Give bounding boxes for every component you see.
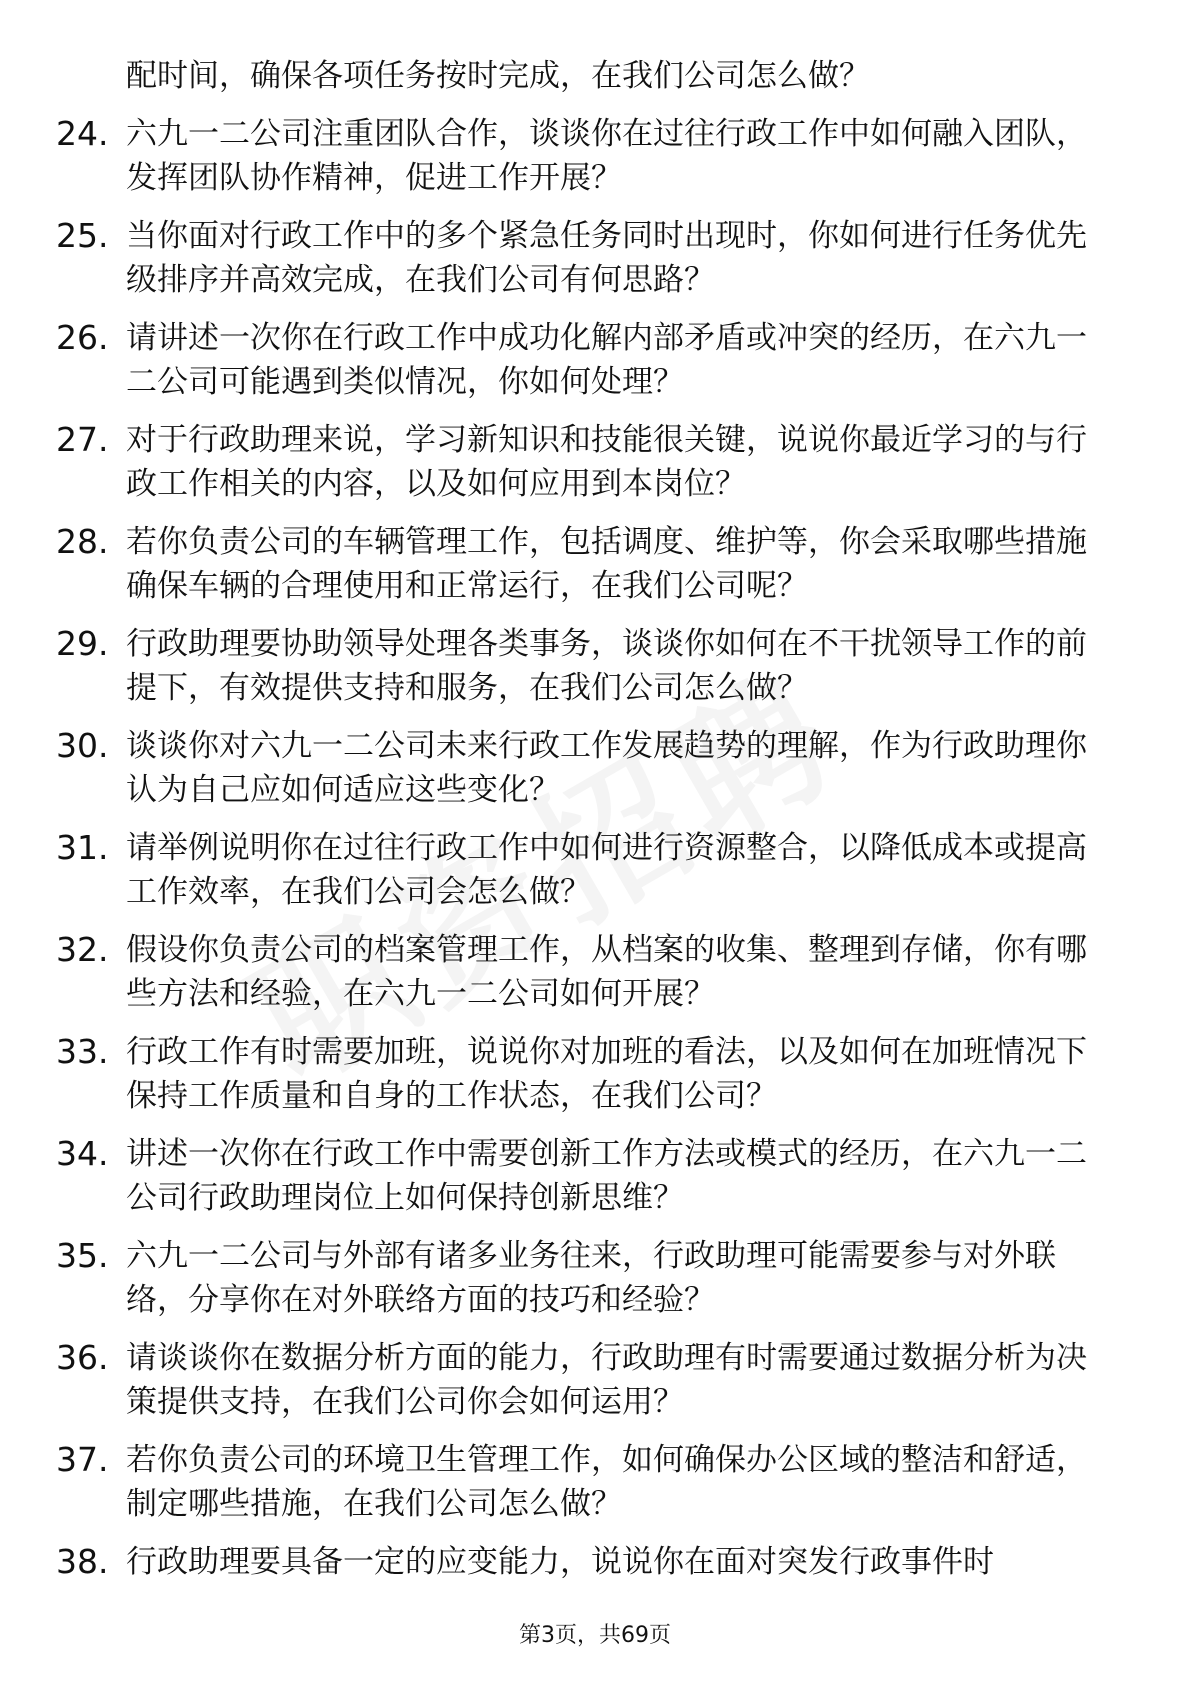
question-number: 31. bbox=[56, 828, 109, 867]
list-item bbox=[56, 928, 1116, 1016]
list-item bbox=[56, 826, 1116, 914]
question-text: 六九一二公司与外部有诸多业务往来，行政助理可能需要参与对外联络，分享你在对外联络方面的技巧和经验？ bbox=[126, 1238, 1056, 1318]
list-item bbox=[56, 1234, 1116, 1322]
list-item bbox=[56, 316, 1116, 404]
question-number: 26. bbox=[56, 318, 109, 357]
question-number: 27. bbox=[56, 420, 109, 459]
question-text: 假设你负责公司的档案管理工作，从档案的收集、整理到存储，你有哪些方法和经验，在六九一二公司如何开展？ bbox=[126, 932, 1087, 1012]
question-number: 32. bbox=[56, 930, 109, 969]
question-text: 当你面对行政工作中的多个紧急任务同时出现时，你如何进行任务优先级排序并高效完成，在我们公司有何思路？ bbox=[126, 218, 1087, 298]
page-footer: 第3页，共69页 bbox=[519, 1623, 671, 1648]
list-item bbox=[56, 418, 1116, 506]
question-text: 行政助理要协助领导处理各类事务，谈谈你如何在不干扰领导工作的前提下，有效提供支持和服务，在我们公司怎么做？ bbox=[126, 626, 1087, 706]
question-text: 行政助理要具备一定的应变能力，说说你在面对突发行政事件时 bbox=[126, 1544, 994, 1580]
list-item bbox=[56, 112, 1116, 200]
list-item bbox=[56, 1030, 1116, 1118]
question-number: 36. bbox=[56, 1338, 109, 1377]
list-item bbox=[56, 1336, 1116, 1424]
question-text: 请谈谈你在数据分析方面的能力，行政助理有时需要通过数据分析为决策提供支持，在我们公司你会如何运用？ bbox=[126, 1340, 1087, 1420]
list-item bbox=[56, 520, 1116, 608]
list-item bbox=[56, 1132, 1116, 1220]
list-item bbox=[56, 1438, 1116, 1526]
question-text: 行政工作有时需要加班，说说你对加班的看法，以及如何在加班情况下保持工作质量和自身的工作状态，在我们公司？ bbox=[126, 1034, 1087, 1114]
question-text: 对于行政助理来说，学习新知识和技能很关键，说说你最近学习的与行政工作相关的内容，以及如何应用到本岗位？ bbox=[126, 422, 1087, 502]
question-text: 请讲述一次你在行政工作中成功化解内部矛盾或冲突的经历，在六九一二公司可能遇到类似情况，你如何处理？ bbox=[126, 320, 1087, 400]
question-text: 请举例说明你在过往行政工作中如何进行资源整合，以降低成本或提高工作效率，在我们公司会怎么做？ bbox=[126, 830, 1087, 910]
question-number: 25. bbox=[56, 216, 109, 255]
question-text: 讲述一次你在行政工作中需要创新工作方法或模式的经历，在六九一二公司行政助理岗位上如何保持创新思维？ bbox=[126, 1136, 1087, 1216]
list-item bbox=[56, 724, 1116, 812]
question-number: 24. bbox=[56, 114, 109, 153]
question-list bbox=[56, 54, 1116, 1598]
question-text: 六九一二公司注重团队合作，谈谈你在过往行政工作中如何融入团队，发挥团队协作精神，促进工作开展？ bbox=[126, 116, 1087, 196]
question-number: 37. bbox=[56, 1440, 109, 1479]
question-number: 29. bbox=[56, 624, 109, 663]
question-number: 34. bbox=[56, 1134, 109, 1173]
list-item bbox=[56, 622, 1116, 710]
question-number: 30. bbox=[56, 726, 109, 765]
list-item bbox=[56, 1540, 1116, 1584]
question-number: 38. bbox=[56, 1542, 109, 1581]
list-item-continuation bbox=[56, 54, 1116, 98]
question-text: 若你负责公司的车辆管理工作，包括调度、维护等，你会采取哪些措施确保车辆的合理使用和正常运行，在我们公司呢？ bbox=[126, 524, 1087, 604]
list-item bbox=[56, 214, 1116, 302]
question-number: 33. bbox=[56, 1032, 109, 1071]
question-number: 28. bbox=[56, 522, 109, 561]
question-number: 35. bbox=[56, 1236, 109, 1275]
question-text: 配时间，确保各项任务按时完成，在我们公司怎么做？ bbox=[126, 58, 870, 94]
question-text: 若你负责公司的环境卫生管理工作，如何确保办公区域的整洁和舒适，制定哪些措施，在我们公司怎么做？ bbox=[126, 1442, 1087, 1522]
question-text: 谈谈你对六九一二公司未来行政工作发展趋势的理解，作为行政助理你认为自己应如何适应这些变化？ bbox=[126, 728, 1087, 808]
